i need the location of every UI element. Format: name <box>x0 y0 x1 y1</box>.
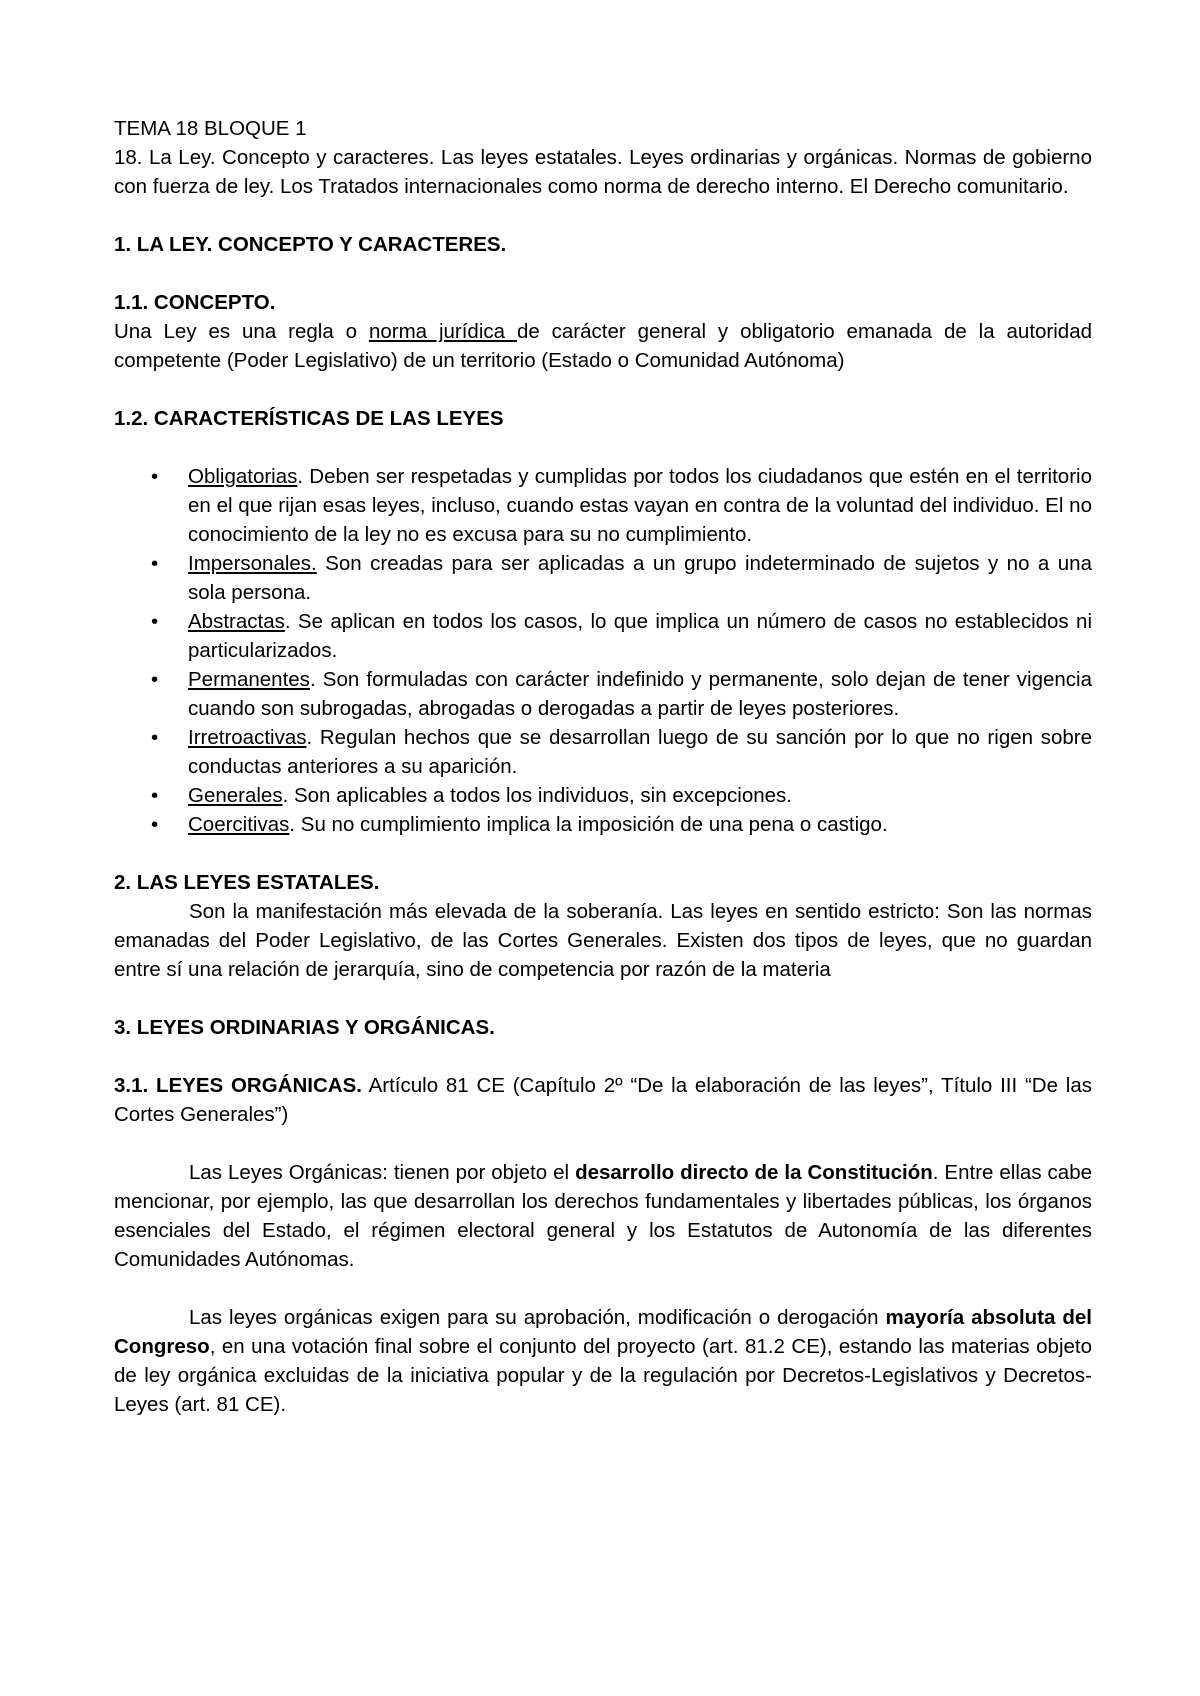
feature-text: Son creadas para ser aplicadas a un grupo indeterminado de sujetos y no a una sola persona. <box>188 552 1092 604</box>
bullet-icon: • <box>151 784 159 807</box>
feature-text: . Son formuladas con carácter indefinido y permanente, solo dejan de tener vigencia cuando son subrogadas, abrogadas o derogadas a partir de leyes posteriores. <box>188 668 1092 720</box>
document-header: TEMA 18 BLOQUE 1 <box>114 117 307 140</box>
feature-text: . Regulan hechos que se desarrollan luego de su sanción por lo que no rigen sobre conductas anteriores a su aparición. <box>188 726 1092 778</box>
section-3-heading: 3. LEYES ORDINARIAS Y ORGÁNICAS. <box>114 1016 495 1039</box>
list-item <box>151 665 1092 723</box>
organic-laws-paragraph-1 <box>114 1158 1092 1274</box>
bullet-icon: • <box>151 726 159 749</box>
section-1-1-heading: 1.1. CONCEPTO. <box>114 291 276 314</box>
feature-term: Coercitivas <box>188 813 290 836</box>
norma-juridica-term: norma jurídica <box>368 320 517 343</box>
p1-text-bold: desarrollo directo de la Constitución <box>575 1161 933 1184</box>
bullet-icon: • <box>151 610 159 633</box>
concept-paragraph <box>114 317 1092 375</box>
feature-term: Generales <box>188 784 283 807</box>
bullet-icon: • <box>151 668 159 691</box>
topic-summary: 18. La Ley. Concepto y caracteres. Las leyes estatales. Leyes ordinarias y orgánicas. Normas de gobierno con fuerza de ley. Los Tratados internacionales como norma de derecho interno. El Derecho comunitario. <box>114 146 1092 198</box>
list-item <box>151 810 1092 839</box>
section-2-heading: 2. LAS LEYES ESTATALES. <box>114 871 380 894</box>
bullet-icon: • <box>151 465 159 488</box>
section-1-2-heading: 1.2. CARACTERÍSTICAS DE LAS LEYES <box>114 407 504 430</box>
section-1-heading: 1. LA LEY. CONCEPTO Y CARACTERES. <box>114 233 507 256</box>
feature-text: . Se aplican en todos los casos, lo que implica un número de casos no establecidos ni particularizados. <box>188 610 1092 662</box>
list-item <box>151 462 1092 549</box>
feature-text: . Deben ser respetadas y cumplidas por todos los ciudadanos que estén en el territorio en el que rijan esas leyes, incluso, cuando estas vayan en contra de la voluntad del individuo. El no conocimiento de la ley no es excusa para su no cumplimiento. <box>188 465 1092 546</box>
feature-term: Impersonales. <box>188 552 317 575</box>
feature-term: Obligatorias <box>188 465 298 488</box>
feature-term: Irretroactivas <box>188 726 307 749</box>
concept-text-post: de carácter general y obligatorio emanada de la autoridad competente (Poder Legislativo) de un territorio (Estado o Comunidad Autónoma) <box>114 320 1092 372</box>
concept-text-pre: Una Ley es una regla o <box>114 320 369 343</box>
feature-term: Permanentes <box>188 668 310 691</box>
section-2-paragraph: Son la manifestación más elevada de la soberanía. Las leyes en sentido estricto: Son las normas emanadas del Poder Legislativo, de las Cortes Generales. Existen dos tipos de leyes, que no guardan entre sí una relación de jerarquía, sino de competencia por razón de la materia <box>114 900 1092 981</box>
p2-text-bold: mayoría absoluta del Congreso <box>114 1306 1092 1358</box>
p1-text-post: . Entre ellas cabe mencionar, por ejemplo, las que desarrollan los derechos fundamentales y libertades públicas, los órganos esenciales del Estado, el régimen electoral general y los Estatutos de Autonomía de las diferentes Comunidades Autónomas. <box>114 1161 1093 1271</box>
p2-text-pre: Las leyes orgánicas exigen para su aprobación, modificación o derogación <box>189 1306 886 1329</box>
bullet-icon: • <box>151 813 159 836</box>
feature-text: . Son aplicables a todos los individuos, sin excepciones. <box>282 784 792 807</box>
section-3-1-heading <box>114 1071 1092 1129</box>
section-3-1-reference: Artículo 81 CE (Capítulo 2º “De la elaboración de las leyes”, Título III “De las Cortes Generales”) <box>114 1074 1092 1126</box>
feature-term: Abstractas <box>188 610 285 633</box>
organic-laws-paragraph-2 <box>114 1303 1092 1419</box>
list-item <box>151 723 1092 781</box>
section-3-1-title: 3.1. LEYES ORGÁNICAS. <box>114 1074 362 1097</box>
list-item <box>151 607 1092 665</box>
feature-text: . Su no cumplimiento implica la imposición de una pena o castigo. <box>289 813 888 836</box>
bullet-icon: • <box>151 552 159 575</box>
list-item <box>151 781 1092 810</box>
p2-text-post: , en una votación final sobre el conjunto del proyecto (art. 81.2 CE), estando las materias objeto de ley orgánica excluidas de la iniciativa popular y de la regulación por Decretos-Legislativos y Decretos-Leyes (art. 81 CE). <box>114 1335 1092 1416</box>
p1-text-pre: Las Leyes Orgánicas: tienen por objeto el <box>189 1161 576 1184</box>
list-item <box>151 549 1092 607</box>
features-list <box>114 462 1092 839</box>
